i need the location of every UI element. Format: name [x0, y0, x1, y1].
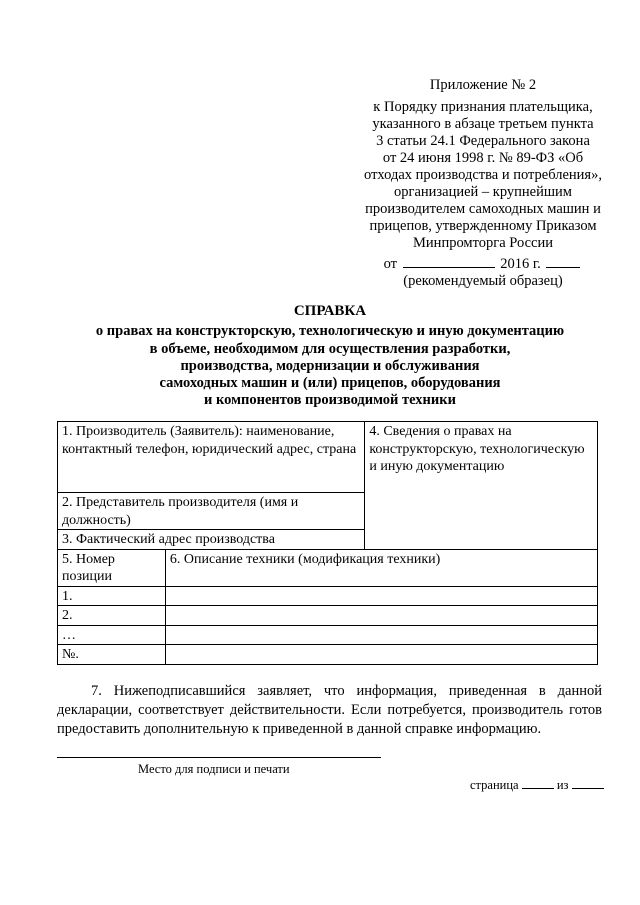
- order-date-line: [358, 253, 608, 273]
- table-row: [58, 625, 598, 645]
- subtitle-line: производства, модернизации и обслуживания: [180, 357, 480, 374]
- row-number-cell: 1.: [58, 586, 166, 606]
- row-description-cell: [165, 586, 597, 606]
- address-cell: 3. Фактический адрес производства: [58, 530, 365, 550]
- position-header-cell: 5. Номер позиции: [58, 549, 166, 586]
- appendix-header: [358, 77, 608, 290]
- row-number-cell: …: [58, 625, 166, 645]
- form-table: [57, 421, 598, 665]
- row-description-cell: [165, 645, 597, 665]
- row-description-cell: [165, 606, 597, 626]
- appendix-line: указанного в абзаце третьем пункта: [372, 116, 594, 132]
- appendix-line: к Порядку признания плательщика,: [373, 99, 593, 115]
- table-row: [58, 586, 598, 606]
- subtitle-line: самоходных машин и (или) прицепов, оборудования: [159, 375, 501, 392]
- appendix-line: Минпромторга России: [413, 235, 553, 251]
- description-header-cell: 6. Описание техники (модификация техники): [165, 549, 597, 586]
- sample-note: (рекомендуемый образец): [403, 273, 563, 289]
- page-label: страница: [470, 778, 519, 792]
- appendix-title: Приложение № 2: [429, 77, 537, 93]
- table-row: [58, 645, 598, 665]
- declaration-paragraph: [57, 682, 602, 739]
- signature-line: [57, 757, 381, 758]
- subtitle-line: и компонентов производимой техники: [204, 392, 456, 409]
- subtitle-line: о правах на конструкторскую, технологическую и иную документацию: [95, 323, 565, 340]
- row-number-cell: №.: [58, 645, 166, 665]
- appendix-line: от 24 июня 1998 г. № 89-ФЗ «Об: [382, 150, 584, 166]
- appendix-line: отходах производства и потребления»,: [364, 167, 602, 183]
- appendix-line: производителем самоходных машин и: [365, 201, 601, 217]
- page-number-blank: [522, 776, 554, 789]
- handwritten-date: [403, 253, 495, 268]
- order-year: 2016 г.: [500, 256, 541, 272]
- order-prefix: от: [383, 256, 397, 272]
- row-description-cell: [165, 625, 597, 645]
- table-row: [58, 606, 598, 626]
- page-total-blank: [572, 776, 604, 789]
- producer-cell: 1. Производитель (Заявитель): наименование, контактный телефон, юридический адрес, страна: [58, 422, 365, 493]
- handwritten-order-number: [546, 253, 580, 268]
- declaration-text: 7. Нижеподписавшийся заявляет, что информация, приведенная в данной декларации, соответствует действительности. Если потребуется, производитель готов предоставить дополнительную к приведенной в данной справке информацию.: [57, 683, 602, 737]
- appendix-line: прицепов, утвержденному Приказом: [369, 218, 597, 234]
- signature-label: Место для подписи и печати: [138, 762, 290, 776]
- appendix-line: организацией – крупнейшим: [394, 184, 572, 200]
- row-number-cell: 2.: [58, 606, 166, 626]
- rights-cell: 4. Сведения о правах на конструкторскую, технологическую и иную документацию: [365, 422, 598, 550]
- document-heading: [60, 303, 600, 410]
- document-title: СПРАВКА: [293, 303, 367, 319]
- appendix-line: 3 статьи 24.1 Федерального закона: [376, 133, 590, 149]
- page-of-label: из: [556, 778, 569, 792]
- subtitle-line: в объеме, необходимом для осуществления разработки,: [149, 340, 511, 357]
- page-counter: [470, 776, 604, 793]
- representative-cell: 2. Представитель производителя (имя и должность): [58, 493, 365, 530]
